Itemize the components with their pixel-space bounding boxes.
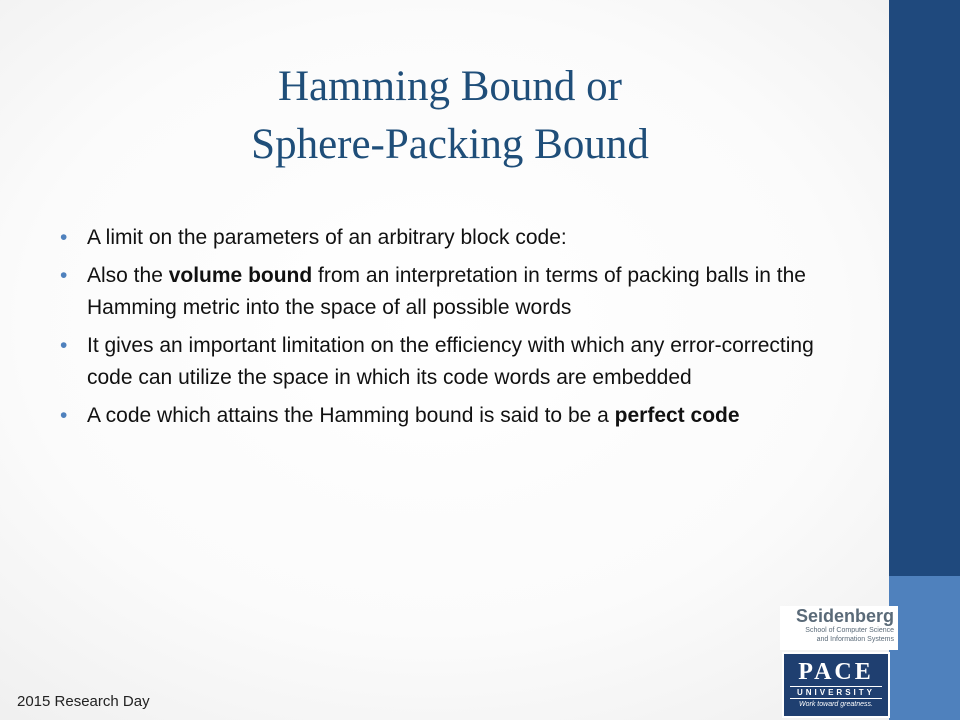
seidenberg-logo-sub-2: and Information Systems xyxy=(816,636,894,643)
bullet-text-before: Also the xyxy=(87,264,169,287)
seidenberg-logo-name: Seidenberg xyxy=(795,606,894,626)
bullet-item xyxy=(60,222,830,254)
pace-logo-university: UNIVERSITY xyxy=(790,686,882,699)
pace-logo-tagline: Work toward greatness. xyxy=(799,701,873,708)
seidenberg-logo-sub-1: School of Computer Science xyxy=(805,627,894,634)
pace-logo-name: PACE xyxy=(798,659,874,685)
sidebar-light-band xyxy=(889,576,960,720)
footer-label: 2015 Research Day xyxy=(17,693,150,710)
title-line-2: Sphere-Packing Bound xyxy=(251,121,649,168)
seidenberg-logo xyxy=(780,606,898,650)
bullet-bold-term: perfect code xyxy=(614,404,740,427)
bullet-text-after: from an interpretation in terms of packing balls in the Hamming metric into the space of all possible words xyxy=(87,264,806,319)
bullet-text-before: A code which attains the Hamming bound is said to be a xyxy=(87,404,615,427)
bullet-item xyxy=(60,260,830,324)
sidebar-dark-band xyxy=(889,0,960,576)
slide-title xyxy=(150,58,750,174)
pace-university-logo xyxy=(782,652,890,718)
bullet-list xyxy=(60,222,830,438)
bullet-item xyxy=(60,330,830,394)
bullet-text: A limit on the parameters of an arbitrary block code: xyxy=(87,226,567,249)
title-line-1: Hamming Bound or xyxy=(278,63,622,110)
bullet-bold-term: volume bound xyxy=(168,264,313,287)
bullet-item xyxy=(60,400,830,432)
bullet-text: It gives an important limitation on the efficiency with which any error-correcting code can utilize the space in which its code words are embedded xyxy=(87,334,814,389)
